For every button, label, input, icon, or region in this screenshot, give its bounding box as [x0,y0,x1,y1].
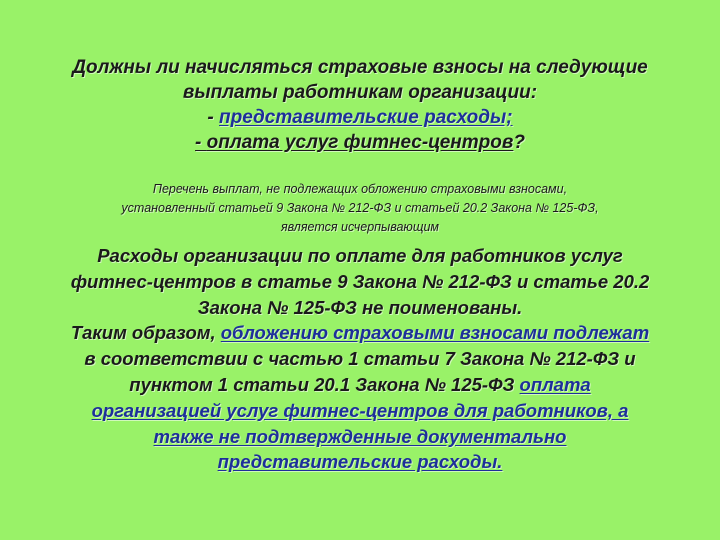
note-block [0,180,720,237]
answer-line-9: представительские расходы. [217,451,503,473]
note-line-3: является исчерпывающим [281,220,439,234]
item-dash: - [207,107,220,128]
question-item-2 [0,130,720,155]
answer-line-4-prefix: Таким образом, [70,322,221,344]
question-line-1: Должны ли начисляться страховые взносы на следующие [72,57,648,78]
answer-line-2: фитнес-центров в статье 9 Закона № 212-ФЗ и статье 20.2 [70,270,650,292]
answer-line-3: Закона № 125-ФЗ не поименованы. [197,296,523,318]
answer-line-1: Расходы организации по оплате для работников услуг [97,245,623,266]
answer-line-7: организацией услуг фитнес-центров для работников, а [91,399,629,421]
answer-line-6-prefix: пунктом 1 статьи 20.1 Закона № 125-ФЗ [129,373,520,395]
item-dash: - [195,132,207,153]
answer-block [0,243,720,475]
note-line-1: Перечень выплат, не подлежащих обложению страховыми взносами, [152,182,568,196]
answer-line-5: в соответствии с частью 1 статьи 7 Закона № 212-ФЗ и [84,348,636,370]
item-fitness-services: оплата услуг фитнес-центров [206,132,514,153]
item-representative-expenses: представительские расходы; [219,107,513,128]
question-mark: ? [513,132,525,153]
answer-line-6 [0,372,720,398]
note-line-2: установленный статьей 9 Закона № 212-ФЗ и статьей 20.2 Закона № 125-ФЗ, [121,201,599,215]
answer-highlight-subject-to-contributions: обложению страховыми взносами подлежат [220,322,650,344]
question-item-1 [0,105,720,130]
answer-line-4 [0,320,720,346]
answer-highlight-payment: оплата [519,373,591,395]
question-block [0,55,720,155]
question-line-2: выплаты работникам организации: [182,82,538,103]
answer-line-8: также не подтвержденные документально [153,425,567,447]
